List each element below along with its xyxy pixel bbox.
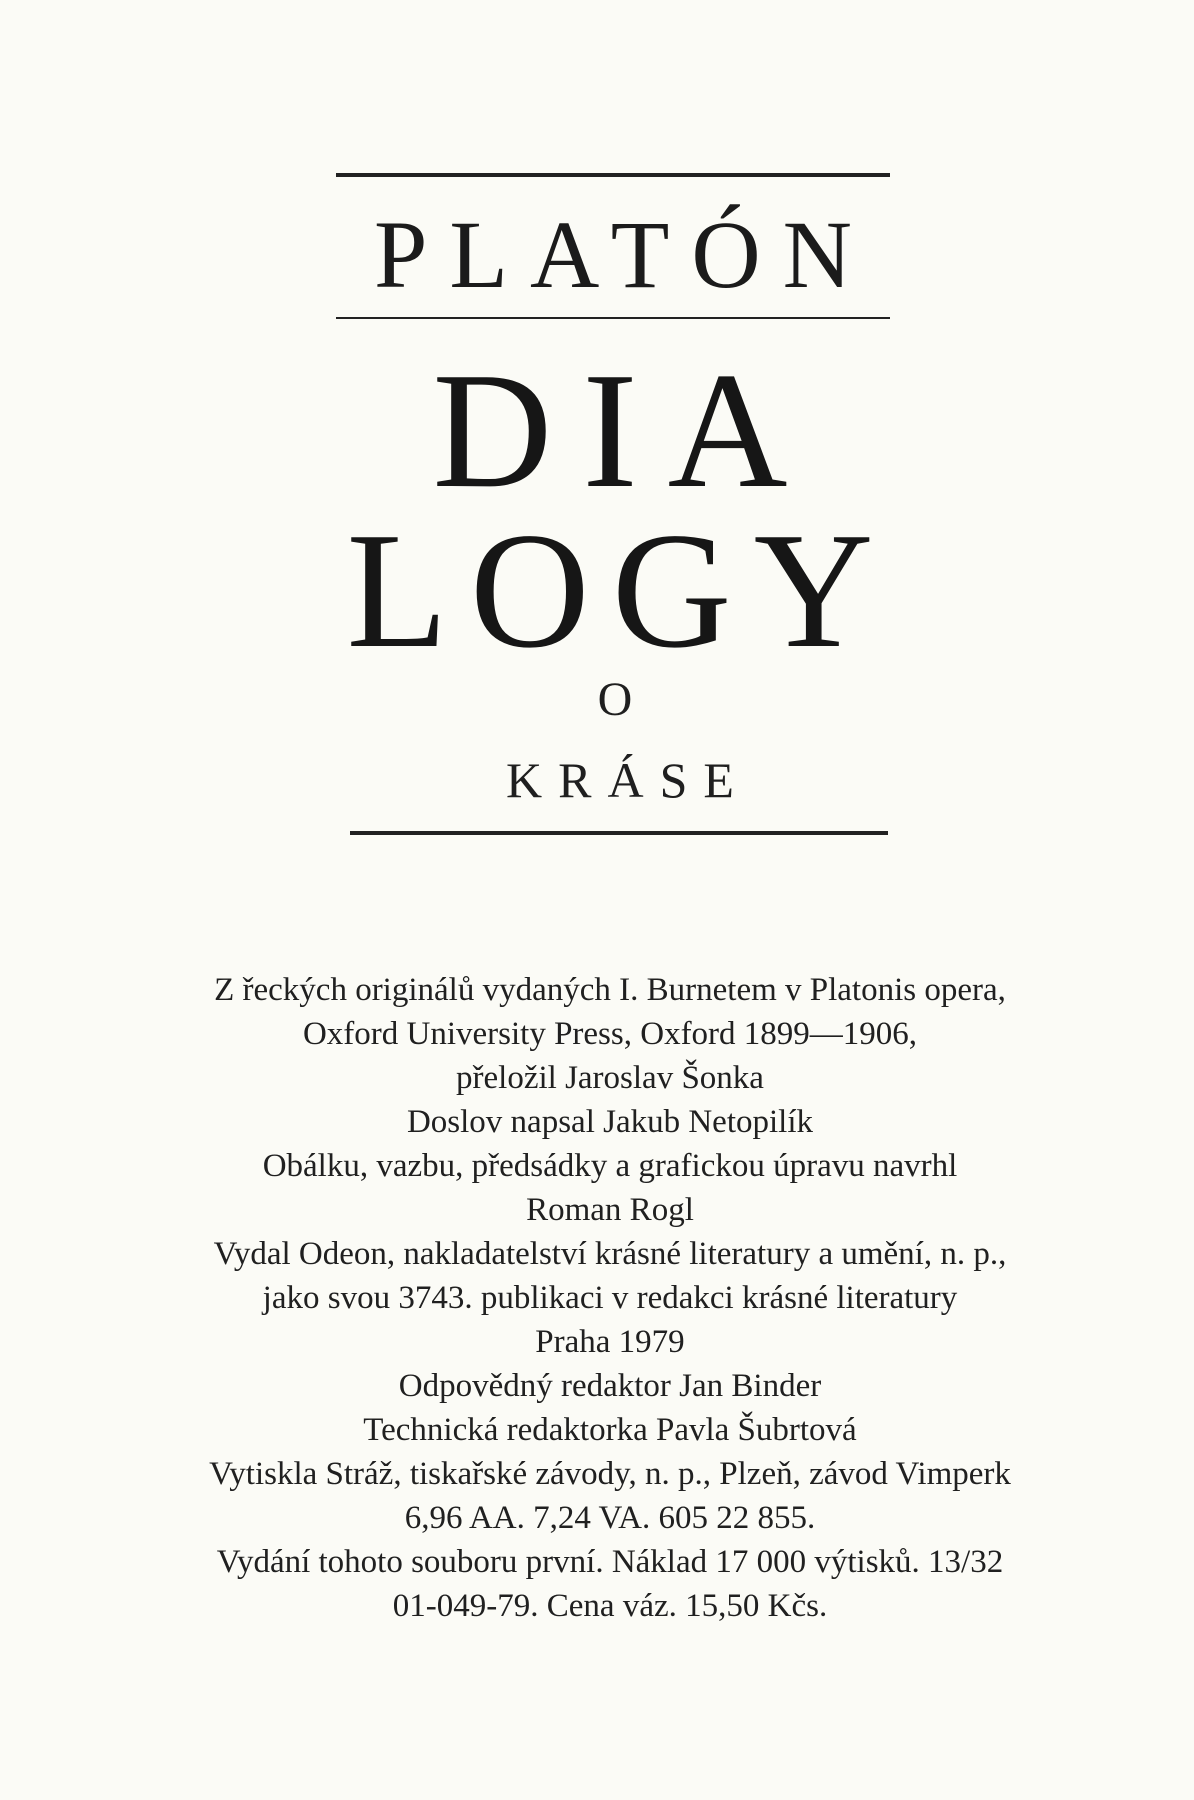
imprint-line: jako svou 3743. publikaci v redakci krásné literatury — [262, 1280, 958, 1316]
imprint-line: Oxford University Press, Oxford 1899—1906, — [302, 1016, 918, 1052]
imprint-line: Roman Rogl — [526, 1192, 694, 1228]
imprint-line: Vytiskla Stráž, tiskařské závody, n. p., Plzeň, závod Vimperk — [209, 1456, 1011, 1492]
subtitle-preposition: O — [597, 673, 633, 726]
author-underline-rule — [336, 317, 890, 319]
top-rule — [336, 173, 890, 177]
imprint-line: Praha 1979 — [535, 1324, 685, 1360]
imprint-line: Vydání tohoto souboru první. Náklad 17 000 výtisků. 13/32 — [216, 1544, 1004, 1580]
imprint-line: přeložil Jaroslav Šonka — [456, 1060, 764, 1096]
author-name: PLATÓN — [373, 201, 874, 308]
imprint-line: Z řeckých originálů vydaných I. Burnetem v Platonis opera, — [214, 972, 1006, 1008]
imprint-line: Doslov napsal Jakub Netopilík — [406, 1104, 814, 1140]
imprint-line: Vydal Odeon, nakladatelství krásné literatury a umění, n. p., — [213, 1236, 1007, 1272]
imprint-block — [110, 968, 1110, 1628]
imprint-line: Technická redaktorka Pavla Šubrtová — [363, 1412, 857, 1448]
imprint-line: Obálku, vazbu, předsádky a grafickou úpravu navrhl — [262, 1148, 958, 1184]
imprint-line: Odpovědný redaktor Jan Binder — [398, 1368, 822, 1404]
title-line-2: LOGY — [346, 498, 896, 682]
imprint-line: 6,96 AA. 7,24 VA. 605 22 855. — [404, 1500, 816, 1536]
title-line-1: DIA — [432, 338, 818, 522]
imprint-line: 01-049-79. Cena váz. 15,50 Kčs. — [392, 1588, 828, 1624]
bottom-rule — [350, 831, 888, 835]
subtitle-subject: KRÁSE — [506, 752, 750, 808]
